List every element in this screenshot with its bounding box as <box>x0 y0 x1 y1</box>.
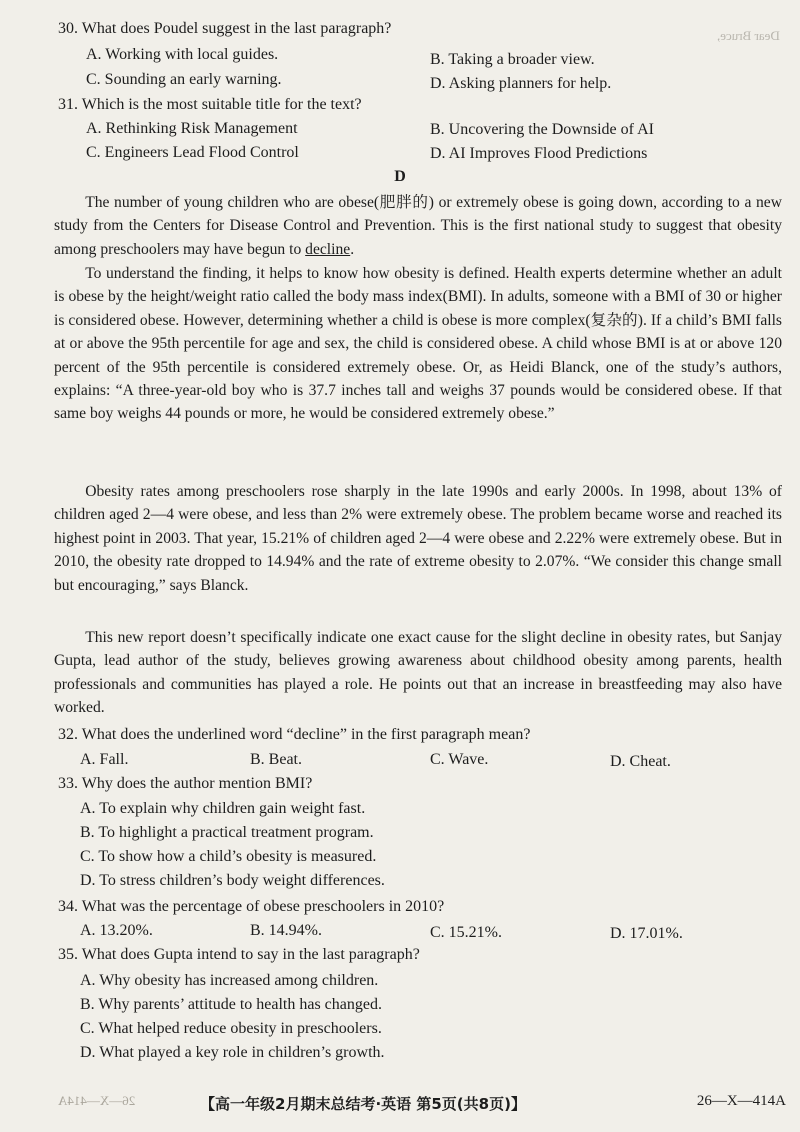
passage-paragraph-2: To understand the finding, it helps to know how obesity is defined. Health experts determine whether an adult is obese by the height/weight ratio called the body mass index(BMI). In adults, someone with a BMI of 30 or higher is considered obese. However, determining whether a child is obese is more complex(复杂的). If a child’s BMI falls at or above the 95th percentile for age and sex, the child is considered obese. A child whose BMI is at or above 120 percent of the 95th percentile is considered extremely obese. Or, as Heidi Blanck, one of the study’s authors, explains: “A three-year-old boy who is 37.7 inches tall and weighs 37 pounds would be considered obese. If that same boy weighs 44 pounds or more, he would be considered extremely obese.” <box>54 265 782 423</box>
question-31-option-a: A. Rethinking Risk Management <box>86 120 298 137</box>
question-31-stem: 31. Which is the most suitable title for the text? <box>58 96 362 113</box>
passage-paragraph-4: This new report doesn’t specifically indicate one exact cause for the slight decline in obesity rates, but Sanjay Gupta, lead author of the study, believes growing awareness about childhood obesity among parents, health professionals and communities has played a role. He points out that an increase in breastfeeding may also have worked. <box>54 629 782 717</box>
question-33-option-b: B. To highlight a practical treatment program. <box>80 824 374 841</box>
passage-paragraph-1 <box>54 191 782 261</box>
footer-exam-info: 【高一年级2月期末总结考·英语 第5页(共8页)】 <box>200 1095 526 1113</box>
underlined-word: decline <box>305 240 351 258</box>
question-30-option-a: A. Working with local guides. <box>86 46 279 63</box>
question-33-option-d: D. To stress children’s body weight differences. <box>80 872 385 889</box>
footer-paper-code: 26—X—414A <box>696 1093 786 1109</box>
question-32-option-d: D. Cheat. <box>610 753 671 770</box>
question-30-option-d: D. Asking planners for help. <box>430 75 612 92</box>
question-35-option-c: C. What helped reduce obesity in preschoolers. <box>80 1020 382 1037</box>
passage-paragraph-1-end: . <box>350 240 355 258</box>
question-32-option-a: A. Fall. <box>80 751 129 768</box>
question-32-stem: 32. What does the underlined word “decline” in the first paragraph mean? <box>58 726 531 743</box>
question-35-option-b: B. Why parents’ attitude to health has changed. <box>80 996 382 1013</box>
question-33-option-c: C. To show how a child’s obesity is measured. <box>80 848 377 865</box>
question-30-stem: 30. What does Poudel suggest in the last paragraph? <box>58 20 392 37</box>
question-34-option-b: B. 14.94%. <box>250 922 322 939</box>
question-31-option-c: C. Engineers Lead Flood Control <box>86 144 299 161</box>
show-through-text: Dear Bruce, <box>717 28 780 43</box>
passage-paragraph-1-text: The number of young children who are obese(肥胖的) or extremely obese is going down, according to a new study from the Centers for Disease Control and Prevention. This is the first national study to suggest that obesity among preschoolers may have begun to <box>54 194 782 258</box>
page-footer <box>0 1087 800 1117</box>
question-33-stem: 33. Why does the author mention BMI? <box>58 775 313 792</box>
question-35-stem: 35. What does Gupta intend to say in the last paragraph? <box>58 946 420 963</box>
question-34-option-a: A. 13.20%. <box>80 922 153 939</box>
section-heading: D <box>394 168 406 185</box>
question-34-stem: 34. What was the percentage of obese preschoolers in 2010? <box>58 898 445 915</box>
question-32-option-b: B. Beat. <box>250 751 302 768</box>
question-32-option-c: C. Wave. <box>430 751 489 768</box>
question-31-option-d: D. AI Improves Flood Predictions <box>430 145 648 162</box>
question-35-option-d: D. What played a key role in children’s growth. <box>80 1044 385 1061</box>
question-30-option-c: C. Sounding an early warning. <box>86 71 282 88</box>
passage-paragraph-3: Obesity rates among preschoolers rose sharply in the late 1990s and early 2000s. In 1998, about 13% of children aged 2—4 were obese, and less than 2% were extremely obese. The problem became worse and reached its highest point in 2003. That year, 15.21% of children aged 2—4 were obese and 2.22% were extremely obese. But in 2010, the obesity rate dropped to 14.94% and the rate of extreme obesity to 2.07%. “We consider this change small but encouraging,” says Blanck. <box>54 483 782 594</box>
question-33-option-a: A. To explain why children gain weight fast. <box>80 800 366 817</box>
show-through-code: 26—X—414A <box>58 1093 136 1108</box>
question-34-option-c: C. 15.21%. <box>430 924 502 941</box>
question-34-option-d: D. 17.01%. <box>610 925 683 942</box>
question-31-option-b: B. Uncovering the Downside of AI <box>430 121 654 138</box>
question-30-option-b: B. Taking a broader view. <box>430 51 595 68</box>
question-35-option-a: A. Why obesity has increased among children. <box>80 972 379 989</box>
